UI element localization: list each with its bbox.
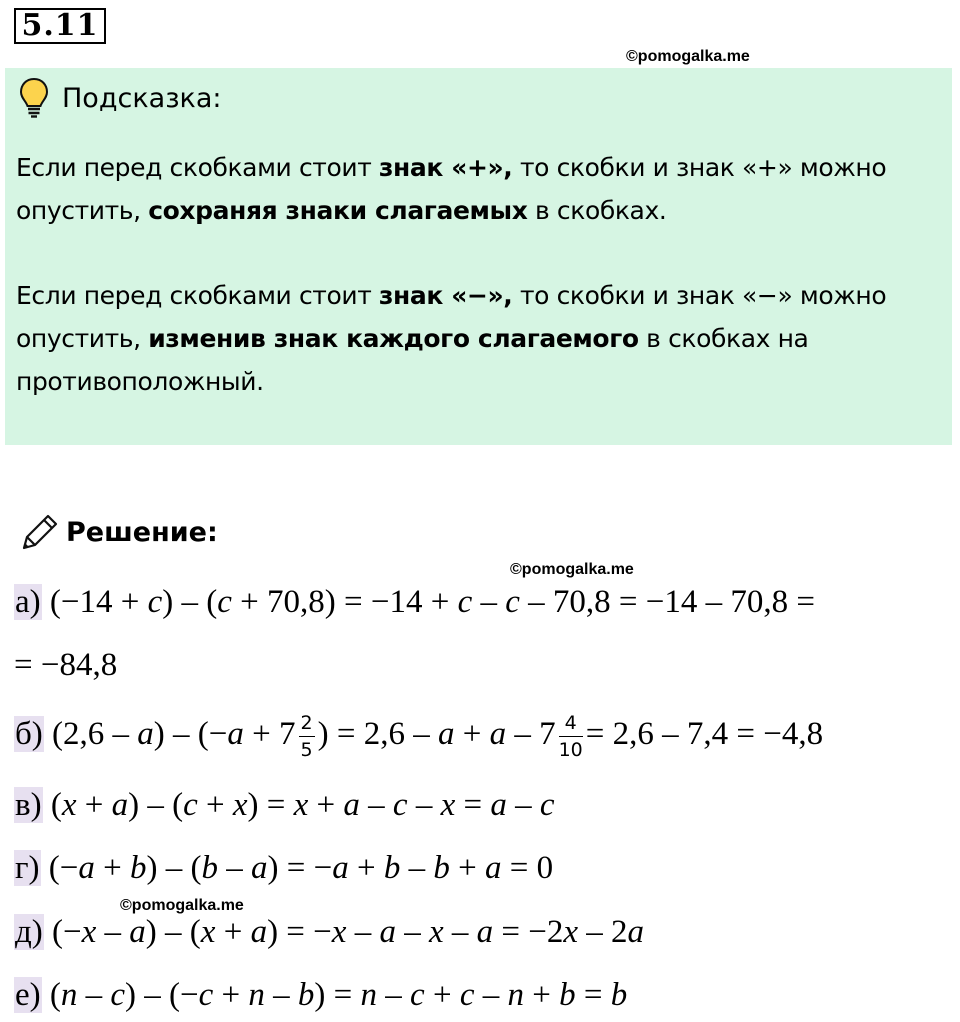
solution-title: Решение: [66,517,218,548]
emphasis-change-signs: изменив знак каждого слагаемого [148,324,639,353]
solution-item-e [14,975,627,1015]
item-label: а) [15,584,41,620]
problem-number: 5.11 [14,8,106,44]
expression: = −84,8 [14,647,118,683]
solution-item-b [14,712,823,761]
expression-part: ) = 2,6 – a + a – 7 [317,716,556,753]
solution-item-a-continued [14,645,117,685]
expression: (−a + b) – (b – a) = −a + b – b + a = 0 [48,850,554,886]
item-label: е) [15,977,41,1013]
fraction: $\frac{2}{5}$ [300,712,313,761]
solution-item-a [14,582,815,622]
expression-part: (2,6 – a) – (−a + 7 [52,716,296,753]
item-label: в) [15,787,42,823]
emphasis-plus-sign: знак «+», [378,153,513,182]
pencil-icon [18,512,60,554]
watermark-top: ©pomogalka.me [626,48,750,65]
emphasis-keep-signs: сохраняя знаки слагаемых [148,196,528,225]
watermark-bottom: ©pomogalka.me [120,897,244,914]
item-label: д) [15,914,43,950]
expression: (−14 + c) – (c + 70,8) = −14 + c – c – 70,8 = −14 – 70,8 = [49,584,815,620]
item-label: г) [15,850,40,886]
expression-part: = 2,6 – 7,4 = −4,8 [585,716,824,753]
hint-paragraph-minus: Если перед скобками стоит знак «−», то скобки и знак «−» можно опустить, изменив знак каждого слагаемого в скобках на противоположный. [16,281,887,396]
expression: (x + a) – (c + x) = x + a – c – x = a – c [50,787,555,823]
fraction: $\frac{4}{10}$ [558,712,583,761]
lightbulb-icon [18,76,50,120]
solution-item-d [14,912,644,952]
emphasis-minus-sign: знак «−», [378,281,513,310]
expression: (−x – a) – (x + a) = −x – a – x – a = −2x – 2a [52,914,644,950]
hint-title: Подсказка: [62,83,222,114]
item-label: б) [15,716,43,753]
expression: (n – c) – (−c + n – b) = n – c + c – n + b = b [49,977,628,1013]
solution-item-g [14,848,553,888]
watermark-middle: ©pomogalka.me [510,561,634,578]
solution-item-v [14,785,555,825]
hint-paragraph-plus: Если перед скобками стоит знак «+», то скобки и знак «+» можно опустить, сохраняя знаки слагаемых в скобках. [16,153,887,225]
